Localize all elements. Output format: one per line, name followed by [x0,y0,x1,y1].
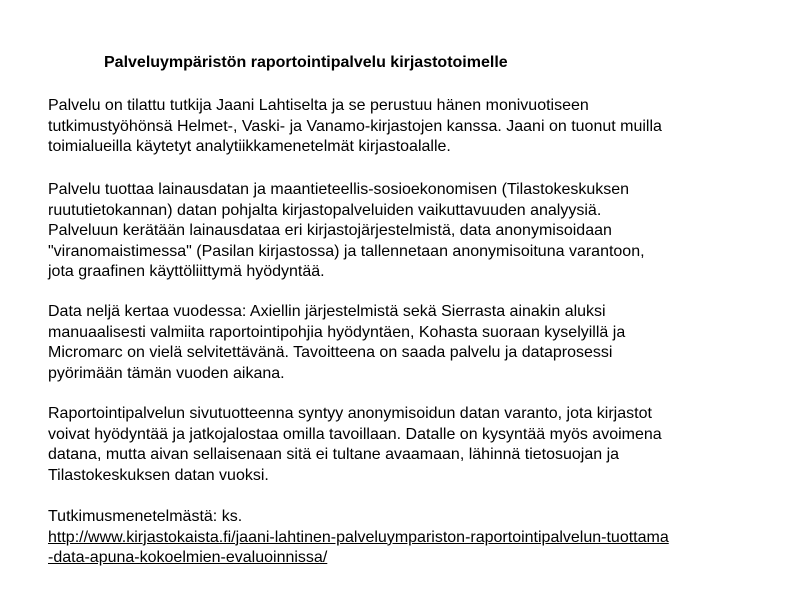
page-title: Palveluympäristön raportointipalvelu kirjastotoimelle [104,54,508,71]
paragraph-service-origin [48,96,778,158]
paragraph-line: Data neljä kertaa vuodessa: Axiellin järjestelmistä sekä Sierrasta ainakin aluksi [48,303,606,320]
paragraph-line: datana, mutta aivan sellaisenaan sitä ei tultane avaamaan, lähinnä tietosuojan ja [48,446,620,464]
paragraph-line: Palvelu on tilattu tutkija Jaani Lahtiselta ja se perustuu hänen monivuotiseen [48,97,589,114]
paragraph-line: toimialueilla käytetyt analytiikkamenetelmät kirjastoalalle. [48,138,451,156]
paragraph-line: "viranomaistimessa" (Pasilan kirjastossa) ja tallennetaan anonymisoituna varantoon, [48,242,645,260]
paragraph-line: jota graafinen käyttöliittymä hyödyntää. [48,263,325,281]
reference-label: Tutkimusmenetelmästä: ks. [48,508,243,525]
paragraph-line: pyörimään tämän vuoden aikana. [48,364,285,382]
reference-link[interactable]: http://www.kirjastokaista.fi/jaani-lahtinen-palveluympariston-raportointipalvelun-tuottama [48,528,669,546]
paragraph-reference [48,507,778,569]
reference-link-continuation[interactable]: -data-apuna-kokoelmien-evaluoinnissa/ [48,549,328,567]
paragraph-line: Micromarc on vielä selvitettävänä. Tavoitteena on saada palvelu ja dataprosessi [48,344,613,362]
paragraph-service-output [48,180,778,283]
paragraph-line: Palvelu tuottaa lainausdatan ja maantieteellis-sosioekonomisen (Tilastokeskuksen [48,181,630,198]
paragraph-line: manuaalisesti valmiita raportointipohjia hyödyntäen, Kohasta suoraan kyselyillä ja [48,323,626,341]
paragraph-line: Palveluun kerätään lainausdataa eri kirjastojärjestelmistä, data anonymisoidaan [48,222,612,240]
paragraph-byproduct [48,404,778,486]
paragraph-data-schedule [48,302,778,384]
paragraph-line: Raportointipalvelun sivutuotteenna syntyy anonymisoidun datan varanto, jota kirjastot [48,405,652,422]
paragraph-line: Tilastokeskuksen datan vuoksi. [48,466,269,484]
paragraph-line: tutkimustyöhönsä Helmet-, Vaski- ja Vanamo-kirjastojen kanssa. Jaani on tuonut muilla [48,117,662,135]
paragraph-line: voivat hyödyntää ja jatkojalostaa omilla tavoillaan. Datalle on kysyntää myös avoimena [48,425,662,443]
paragraph-line: ruututietokannan) datan pohjalta kirjastopalveluiden vaikuttavuuden analyysiä. [48,201,602,219]
